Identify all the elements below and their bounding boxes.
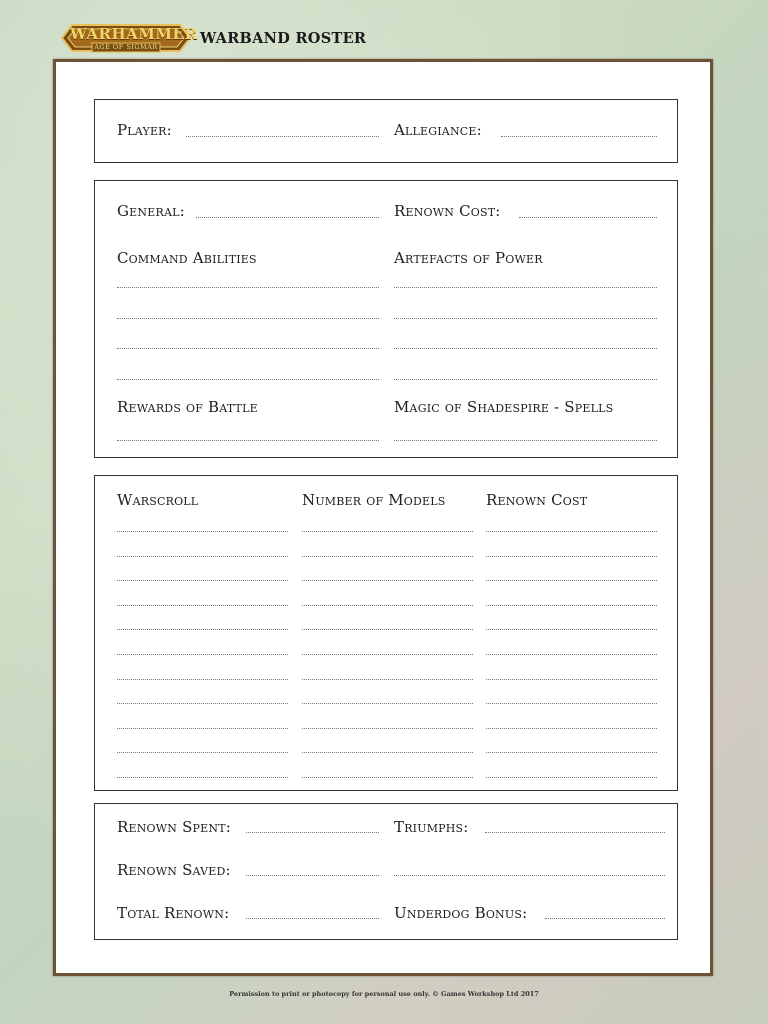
roster-sheet: [53, 59, 713, 976]
player-field[interactable]: [186, 136, 379, 137]
spells-line[interactable]: [394, 440, 657, 441]
renown-cost-line[interactable]: [486, 629, 657, 630]
number-of-models-line[interactable]: [302, 728, 473, 729]
number-of-models-header: Number of Models: [302, 491, 446, 509]
number-of-models-line[interactable]: [302, 752, 473, 753]
artefact-line[interactable]: [394, 287, 657, 288]
renown-cost-label: Renown Cost:: [394, 202, 501, 220]
warscroll-line[interactable]: [117, 703, 288, 704]
command-ability-line[interactable]: [117, 348, 379, 349]
renown-spent-field[interactable]: [246, 832, 379, 833]
allegiance-field[interactable]: [501, 136, 657, 137]
renown-cost-line[interactable]: [486, 654, 657, 655]
renown-cost-line[interactable]: [486, 777, 657, 778]
number-of-models-line[interactable]: [302, 556, 473, 557]
general-label: General:: [117, 202, 185, 220]
command-ability-line[interactable]: [117, 318, 379, 319]
warscroll-line[interactable]: [117, 654, 288, 655]
warscroll-line[interactable]: [117, 679, 288, 680]
artefact-line[interactable]: [394, 348, 657, 349]
command-abilities-label: Command Abilities: [117, 249, 257, 267]
renown-cost-line[interactable]: [486, 556, 657, 557]
renown-cost-line[interactable]: [486, 728, 657, 729]
player-section: [94, 99, 678, 163]
warscroll-line[interactable]: [117, 580, 288, 581]
renown-section: [94, 803, 678, 940]
number-of-models-line[interactable]: [302, 605, 473, 606]
renown-cost-header: Renown Cost: [486, 491, 588, 509]
warscroll-line[interactable]: [117, 629, 288, 630]
logo-subtitle: AGE OF SIGMAR: [94, 43, 158, 51]
number-of-models-line[interactable]: [302, 629, 473, 630]
page-title: WARBAND ROSTER: [200, 29, 367, 47]
triumphs-field[interactable]: [485, 832, 665, 833]
total-renown-field[interactable]: [246, 918, 379, 919]
magic-label: Magic of Shadespire - Spells: [394, 398, 614, 416]
command-ability-line[interactable]: [117, 287, 379, 288]
warhammer-logo: [60, 21, 198, 55]
number-of-models-line[interactable]: [302, 679, 473, 680]
warscroll-line[interactable]: [117, 605, 288, 606]
renown-cost-line[interactable]: [486, 531, 657, 532]
renown-cost-line[interactable]: [486, 605, 657, 606]
artefact-line[interactable]: [394, 379, 657, 380]
renown-saved-label: Renown Saved:: [117, 861, 231, 879]
warscroll-line[interactable]: [117, 556, 288, 557]
logo-wordmark: WARHAMMER: [70, 25, 198, 43]
renown-cost-line[interactable]: [486, 679, 657, 680]
renown-cost-line[interactable]: [486, 580, 657, 581]
rewards-line[interactable]: [117, 440, 379, 441]
command-ability-line[interactable]: [117, 379, 379, 380]
artefacts-label: Artefacts of Power: [394, 249, 543, 267]
triumphs-field-line-2[interactable]: [394, 875, 665, 876]
general-section: [94, 180, 678, 458]
copyright-footer: Permission to print or photocopy for personal use only. © Games Workshop Ltd 2017: [229, 990, 539, 998]
renown-cost-line[interactable]: [486, 703, 657, 704]
number-of-models-line[interactable]: [302, 777, 473, 778]
warscroll-line[interactable]: [117, 728, 288, 729]
rewards-label: Rewards of Battle: [117, 398, 258, 416]
underdog-bonus-label: Underdog Bonus:: [394, 904, 528, 922]
number-of-models-line[interactable]: [302, 703, 473, 704]
warscroll-line[interactable]: [117, 531, 288, 532]
renown-cost-field[interactable]: [519, 217, 657, 218]
total-renown-label: Total Renown:: [117, 904, 230, 922]
page-header: [60, 20, 366, 56]
triumphs-label: Triumphs:: [394, 818, 469, 836]
underdog-bonus-field[interactable]: [545, 918, 665, 919]
player-label: Player:: [117, 121, 172, 139]
number-of-models-line[interactable]: [302, 654, 473, 655]
renown-saved-field[interactable]: [246, 875, 379, 876]
artefact-line[interactable]: [394, 318, 657, 319]
allegiance-label: Allegiance:: [394, 121, 482, 139]
renown-cost-line[interactable]: [486, 752, 657, 753]
general-field[interactable]: [196, 217, 379, 218]
warscroll-line[interactable]: [117, 752, 288, 753]
warscroll-section: [94, 475, 678, 791]
number-of-models-line[interactable]: [302, 531, 473, 532]
renown-spent-label: Renown Spent:: [117, 818, 231, 836]
number-of-models-line[interactable]: [302, 580, 473, 581]
warscroll-header: Warscroll: [117, 491, 199, 509]
warscroll-line[interactable]: [117, 777, 288, 778]
